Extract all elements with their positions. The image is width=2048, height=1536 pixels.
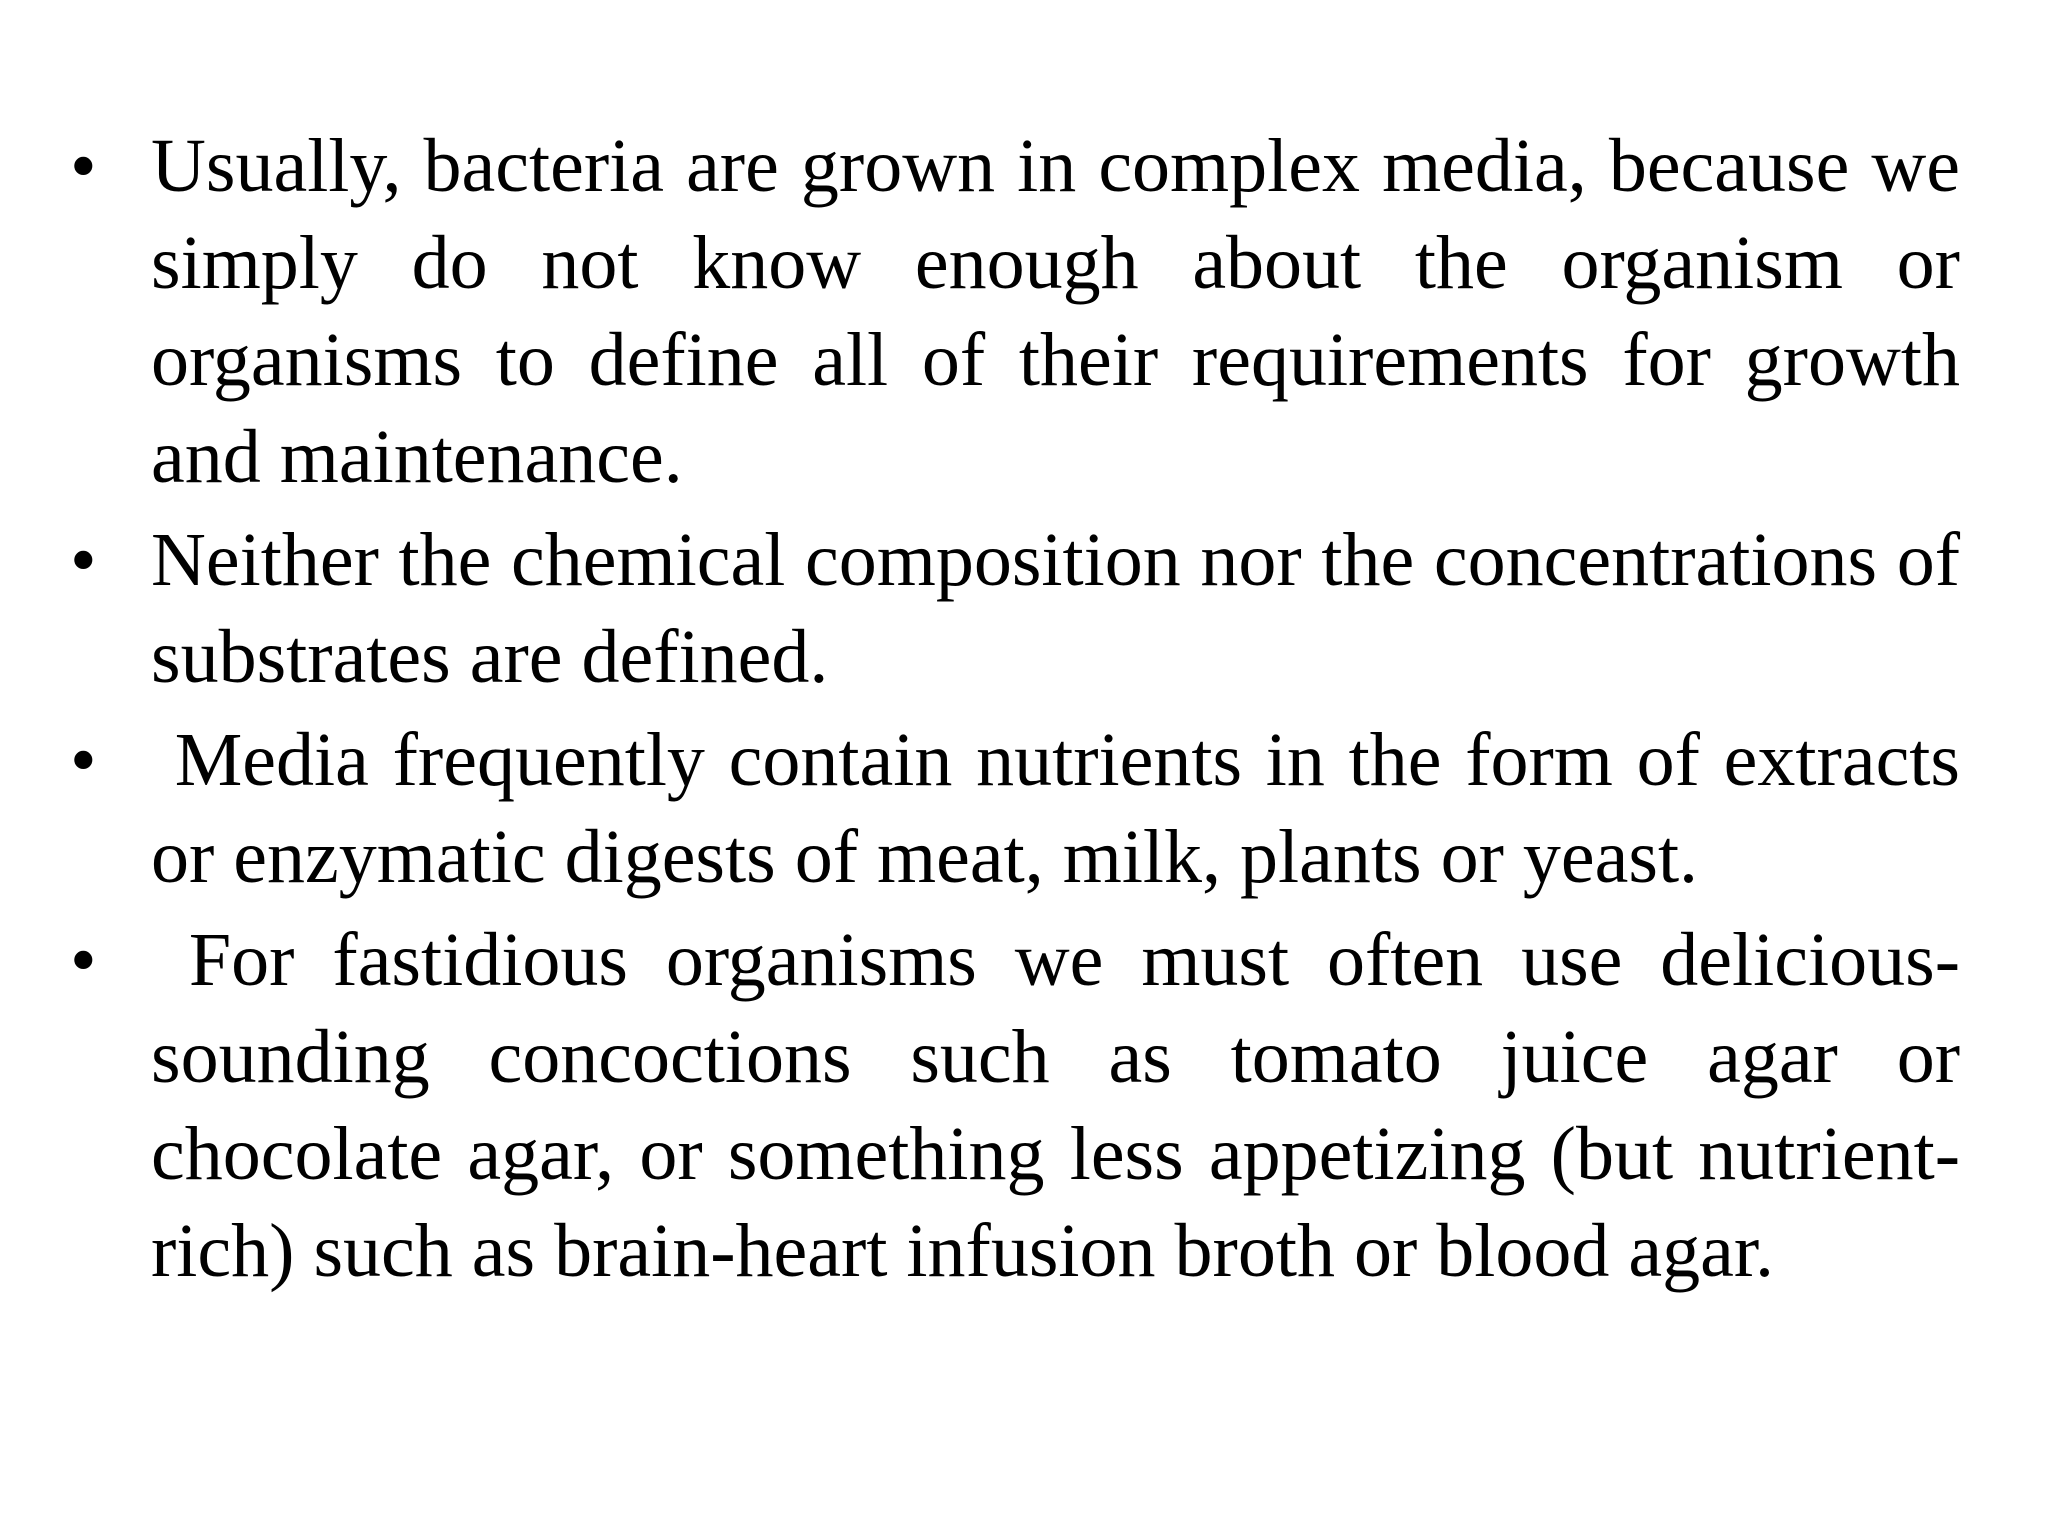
bullet-list	[70, 118, 1979, 1306]
bullet-text: For fastidious organisms we must often use delicious-sounding concoctions such as tomato juice agar or chocolate agar, or something less appetizing (but nutrient-rich) such as brain-heart infusion broth or blood agar.	[151, 918, 1979, 1293]
bullet-item-undefined-composition	[70, 512, 1960, 706]
bullet-marker: •	[70, 124, 97, 208]
bullet-text: Usually, bacteria are grown in complex media, because we simply do not know enough about the organism or organisms to define all of their requirements for growth and maintenance.	[151, 124, 1960, 499]
bullet-item-complex-media	[70, 118, 1960, 506]
bullet-marker: •	[70, 918, 97, 1002]
bullet-marker: •	[70, 718, 97, 802]
bullet-text: Media frequently contain nutrients in the form of extracts or enzymatic digests of meat, milk, plants or yeast.	[151, 718, 1979, 899]
bullet-text: Neither the chemical composition nor the concentrations of substrates are defined.	[151, 518, 1960, 699]
bullet-item-fastidious-organisms	[70, 912, 1979, 1300]
bullet-marker: •	[70, 518, 97, 602]
bullet-item-nutrient-extracts	[70, 712, 1979, 906]
